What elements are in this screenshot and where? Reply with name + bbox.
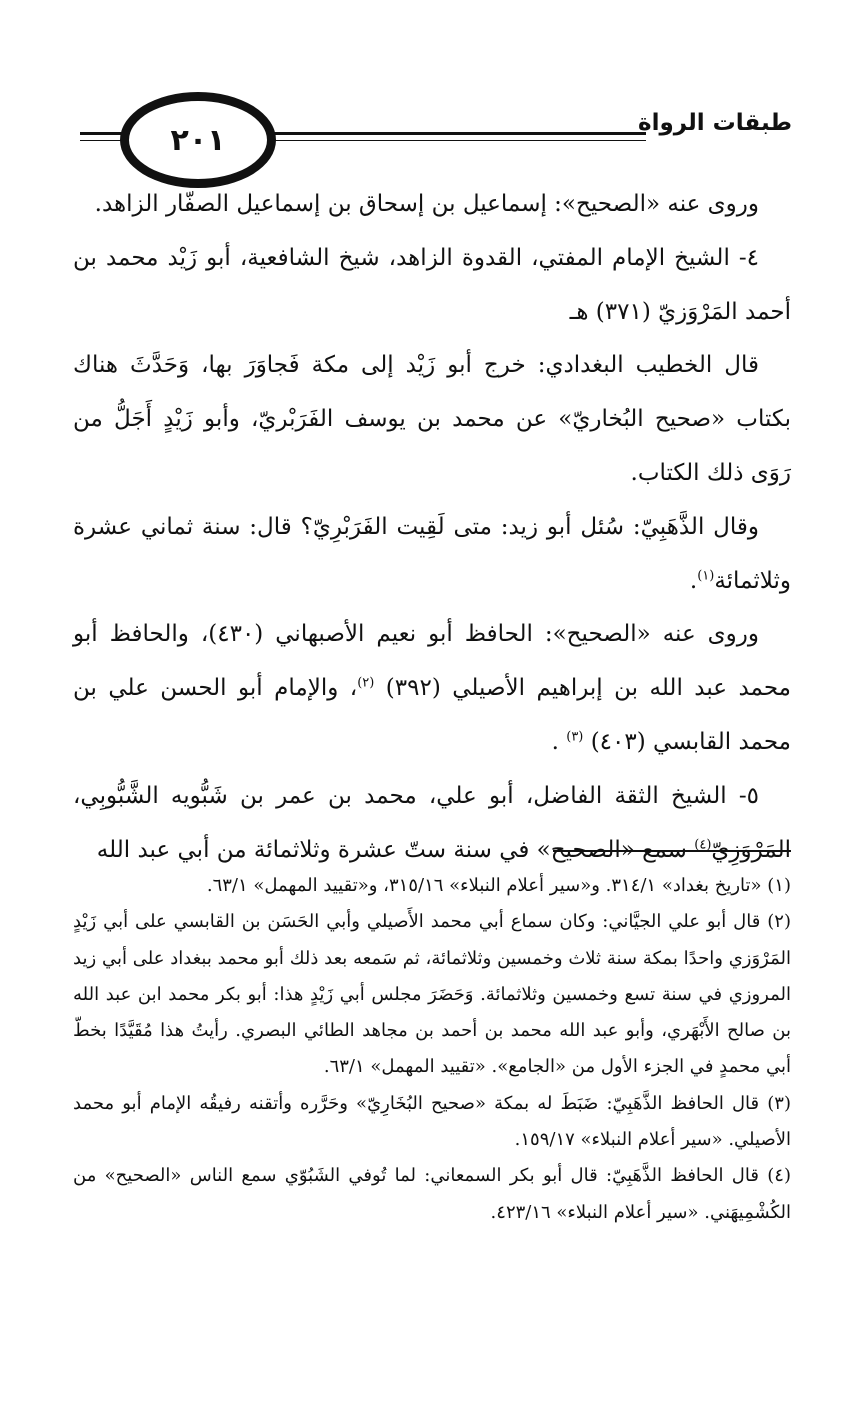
paragraph [73,501,791,609]
paragraph: ٤- الشيخ الإمام المفتي، القدوة الزاهد، شيخ الشافعية، أبو زَيْد محمد بن أحمد المَرْوَزيّ (٣٧١) هـ [73,244,791,325]
paragraph-text: ٥- الشيخ الثقة الفاضل، أبو علي، محمد بن عمر بن شَبُّويه الشَّبُّوبِي، المَرْوَزِيّ [73,782,791,863]
paragraph-text: سمع «الصحيح» في سنة ستّ عشرة وثلاثمائة من أبي عبد الله [96,836,695,863]
footnote-ref: (٤) [694,836,712,852]
footnote-divider [553,850,791,852]
paragraph-end: . [551,728,567,755]
main-text [73,178,791,877]
footnote: (١) «تاريخ بغداد» ٣١٤/١. و«سير أعلام النبلاء» ٣١٥/١٦، و«تقييد المهمل» ٦٣/١. [206,875,791,896]
footnote: (٤) قال الحافظ الذَّهَبِيّ: قال أبو بكر السمعاني: لما تُوفي الشَبُوّي سمع الناس «الصحيح» من الكُشْمِيهَني. «سير أعلام النبلاء» ٤٢٣/١٦. [73,1165,791,1223]
page-header [80,92,792,192]
header-rule-right-thin [260,140,646,141]
running-title: طبقات الرواة [638,110,792,136]
paragraph [73,770,791,878]
footnote-ref: (١) [697,567,715,583]
paragraph-text: وروى عنه «الصحيح»: الحافظ أبو نعيم الأصبهاني (٤٣٠)، والحافظ أبو محمد عبد الله بن إبراهيم الأصيلي (٣٩٢) [73,621,791,702]
header-rule-right [260,132,646,135]
paragraph [73,608,791,769]
paragraph: وروى عنه «الصحيح»: إسماعيل بن إسحاق بن إسماعيل الصفّار الزاهد. [94,191,759,217]
footnote: (٣) قال الحافظ الذَّهَبِيّ: ضَبَطَ له بمكة «صحيح البُخَارِيّ» وحَرَّره وأتقنه رفيقُه الإمام أبو محمد الأصيلي. «سير أعلام النبلاء» ١٥٩/١٧. [73,1092,791,1151]
footnote: (٢) قال أبو علي الجيَّاني: وكان سماع أبي محمد الأَصيلي وأبي الحَسَن بن القابسي على أبي زَيْدٍ المَرْوَزي واحدًا بمكة سنة ثلاث وخمسين وثلاثمائة، ثم سَمعه بعد ذلك أبو محمد ببغداد على أبي زيد المروزي في سنة تسع وخمسين وثلاثمائة. وَحَضَرَ مجلس أبي زَيْدٍ هذا: أبو بكر محمد ابن عبد الله بن صالح الأَبْهَري، وأبو عبد الله محمد بن أحمد بن مجاهد الطائي البصري. رأيتُ هذا مُقَيَّدًا بخطّ أبي محمدٍ في الجزء الأول من «الجامع». «تقييد المهمل» ٦٣/١. [73,911,791,1078]
paragraph: قال الخطيب البغدادي: خرج أبو زَيْد إلى مكة فَجاوَرَ بها، وَحَدَّثَ هناك بكتاب «صحيح البُخاريّ» عن محمد بن يوسف الفَرَبْريّ، وأبو زَيْدٍ أَجَلُّ من رَوَى ذلك الكتاب. [73,352,791,486]
footnote-ref: (٣) [566,729,584,745]
footnote-ref: (٢) [357,675,375,691]
page-number-ring [120,92,276,188]
paragraph-text: وقال الذَّهَبِيّ: سُئل أبو زيد: متى لَقِيت الفَرَبْرِيّ؟ قال: سنة ثماني عشرة وثلاثمائة [73,513,791,594]
paragraph-end: . [689,567,698,594]
paragraph-text: ، والإمام أبو الحسن علي بن محمد القابسي (٤٠٣) [73,675,791,755]
page-number: ٢٠١ [170,122,226,158]
footnotes [73,868,791,1231]
